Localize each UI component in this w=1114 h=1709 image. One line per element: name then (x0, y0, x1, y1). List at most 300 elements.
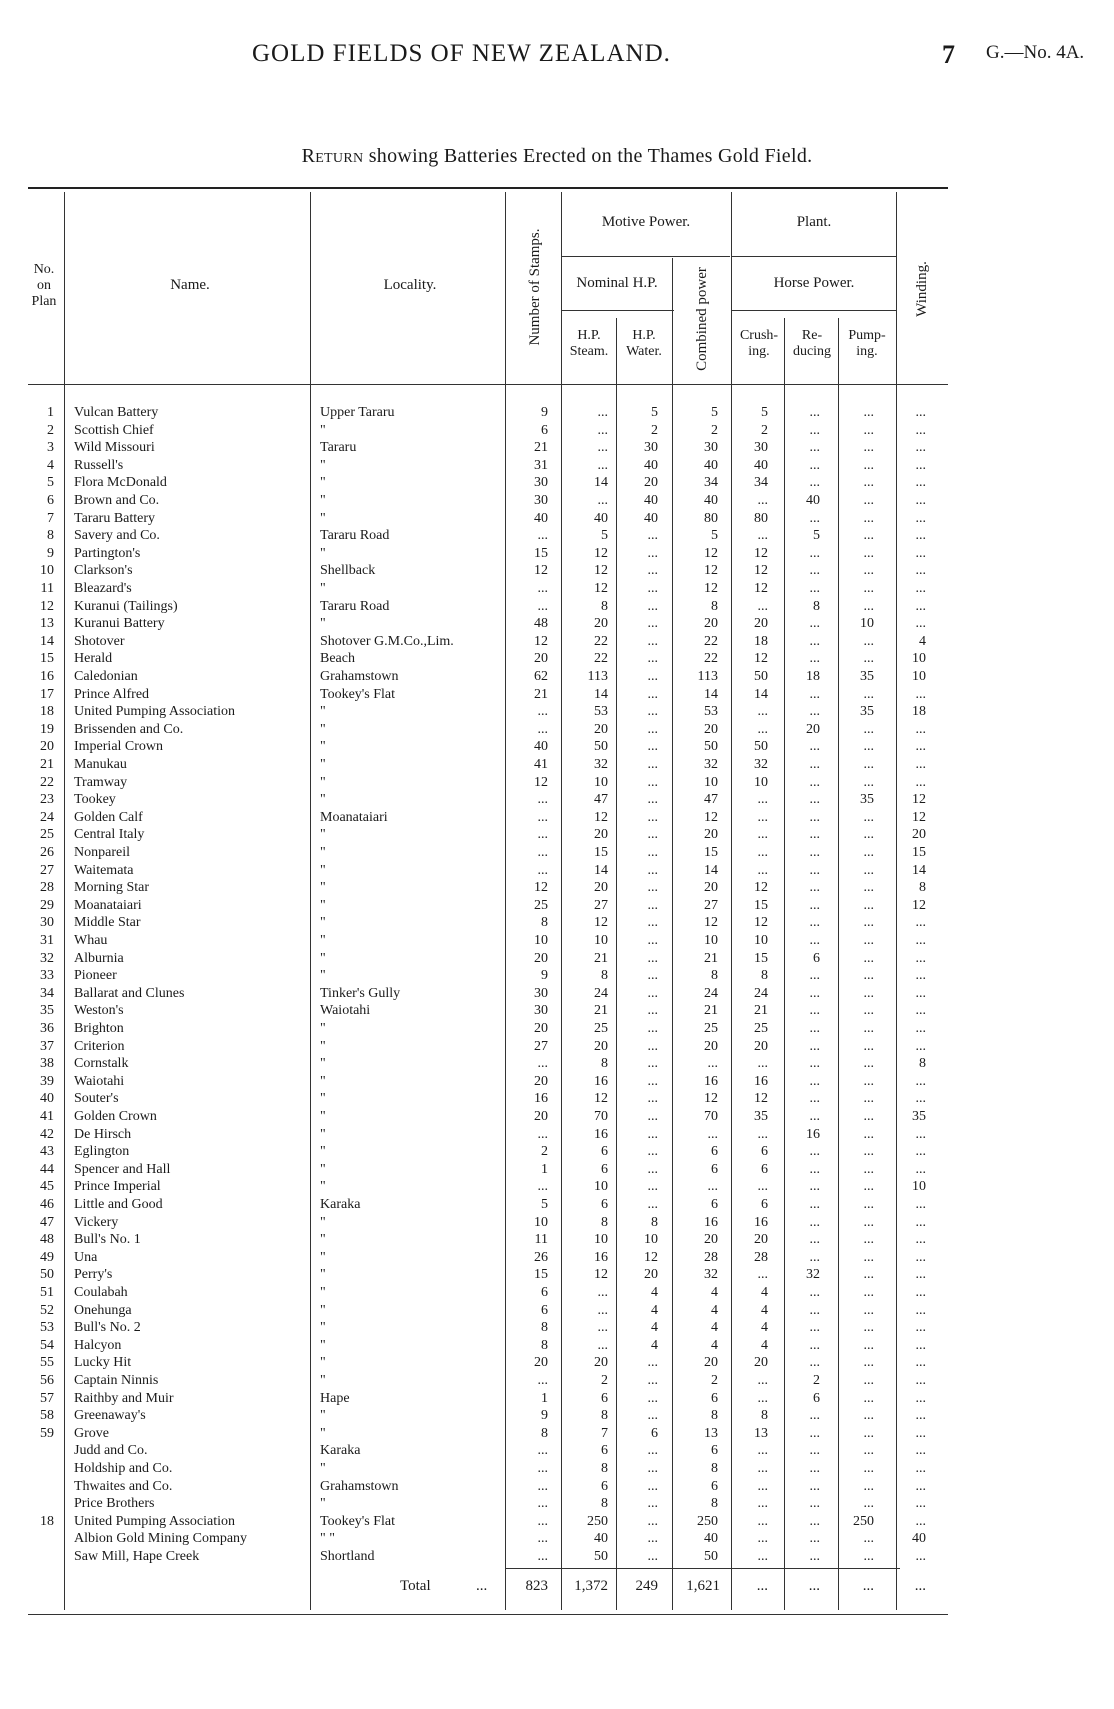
plan-number: 8 (47, 528, 54, 544)
winding: ... (915, 1390, 926, 1406)
locality: " (320, 1285, 326, 1300)
table-row (0, 1143, 1114, 1161)
hp-water: 10 (644, 1232, 658, 1248)
locality: " (320, 493, 326, 508)
plan-number: 46 (40, 1197, 54, 1212)
plan-number: 53 (40, 1320, 54, 1336)
locality: Beach (320, 651, 355, 667)
hp-steam: 10 (594, 1179, 608, 1195)
crushing: 2 (761, 422, 768, 438)
crushing: 10 (754, 933, 768, 948)
plan-number: 52 (40, 1302, 54, 1318)
hp-steam: 40 (594, 510, 608, 526)
stamps: ... (537, 1513, 548, 1529)
crushing: ... (757, 598, 768, 614)
combined-power: 10 (704, 933, 718, 948)
reducing: ... (809, 633, 820, 649)
stamps: 21 (534, 686, 548, 702)
stamps: 30 (534, 475, 548, 491)
winding: 12 (912, 792, 926, 808)
crushing: 30 (754, 440, 768, 456)
plan-number: 30 (40, 915, 54, 931)
crushing: 12 (754, 651, 768, 667)
winding: ... (915, 1073, 926, 1089)
reducing: ... (809, 686, 820, 702)
plan-number: 16 (40, 669, 54, 684)
table-row (0, 668, 1114, 686)
table-title-lead: Return (301, 145, 364, 167)
plan-number: 13 (40, 616, 54, 632)
combined-power: ... (707, 1056, 718, 1072)
plan-number: 5 (47, 475, 54, 491)
reducing: ... (809, 545, 820, 561)
hp-water: 4 (651, 1337, 658, 1353)
combined-power: 20 (704, 827, 718, 843)
pumping: ... (863, 757, 874, 772)
stamps: 30 (534, 493, 548, 508)
hp-steam: 12 (594, 563, 608, 579)
combined-power: 22 (704, 651, 718, 667)
stamps: ... (537, 1461, 548, 1476)
hp-steam: 12 (594, 1267, 608, 1283)
hp-steam: 50 (594, 1549, 608, 1564)
stamps: 8 (541, 1337, 548, 1353)
locality: " (320, 1373, 326, 1388)
table-row (0, 492, 1114, 510)
pumping: ... (863, 809, 874, 825)
crushing: 13 (754, 1425, 768, 1441)
pumping: ... (863, 1461, 874, 1476)
hp-water: ... (647, 1003, 658, 1019)
winding: 12 (912, 897, 926, 913)
locality: " (320, 1355, 326, 1371)
locality: Tinker's Gully (320, 985, 401, 1001)
hp-steam: 21 (594, 1003, 608, 1019)
stamps: ... (537, 1478, 548, 1494)
reducing: ... (809, 457, 820, 473)
table-row (0, 1372, 1114, 1390)
hp-steam: 6 (601, 1478, 608, 1494)
plan-number: 7 (47, 510, 54, 526)
hp-steam: 22 (594, 633, 608, 649)
reducing: ... (809, 1144, 820, 1160)
winding: ... (915, 1126, 926, 1142)
combined-power: 27 (704, 897, 718, 913)
stamps: 12 (534, 633, 548, 649)
plan-number: 47 (40, 1214, 54, 1230)
plan-number: 59 (40, 1425, 54, 1441)
winding: ... (915, 1355, 926, 1371)
locality: " (320, 739, 326, 755)
locality: " (320, 1109, 326, 1124)
pumping: ... (863, 510, 874, 526)
combined-power: 6 (711, 1197, 718, 1212)
hp-steam: 20 (594, 1038, 608, 1054)
plan-number: 51 (40, 1285, 54, 1300)
stamps: ... (537, 1496, 548, 1512)
pumping: ... (863, 1021, 874, 1036)
plan-number: 19 (40, 721, 54, 737)
table-row (0, 1073, 1114, 1091)
hp-steam: 113 (587, 669, 608, 684)
pumping: ... (863, 545, 874, 561)
reducing: ... (809, 1496, 820, 1512)
hp-steam: 12 (594, 545, 608, 561)
horse-rule (732, 310, 896, 311)
battery-name: Albion Gold Mining Company (74, 1531, 248, 1547)
locality: Waiotahi (320, 1003, 371, 1019)
plan-number: 35 (40, 1003, 54, 1019)
combined-power: 20 (704, 880, 718, 896)
winding: ... (915, 1337, 926, 1353)
hp-water: 30 (644, 440, 658, 456)
winding: ... (915, 457, 926, 473)
crushing: 40 (754, 457, 768, 473)
hp-steam: 53 (594, 704, 608, 720)
stamps: 21 (534, 440, 548, 456)
pumping: 10 (860, 616, 874, 632)
combined-power: 53 (704, 704, 718, 720)
stamps: 20 (534, 651, 548, 667)
pumping: ... (863, 1161, 874, 1177)
crushing: ... (757, 1056, 768, 1072)
hp-water: ... (647, 1549, 658, 1564)
battery-name: Ballarat and Clunes (74, 985, 185, 1001)
plan-number: 6 (47, 493, 54, 508)
hp-water: ... (647, 1179, 658, 1195)
pumping: ... (863, 739, 874, 755)
plan-number: 18 (40, 704, 54, 720)
stamps: ... (537, 1056, 548, 1072)
header-locality: Locality. (383, 277, 437, 293)
pumping: ... (863, 422, 874, 438)
hp-water: 12 (644, 1249, 658, 1265)
table-row (0, 598, 1114, 616)
hp-water: 40 (644, 510, 658, 526)
pumping: ... (863, 1531, 874, 1547)
combined-power: 12 (704, 563, 718, 579)
locality: " (320, 774, 326, 790)
hp-water: ... (647, 774, 658, 790)
crushing: 5 (761, 405, 768, 420)
table-row (0, 932, 1114, 950)
plan-number: 22 (40, 774, 54, 790)
pumping: ... (863, 774, 874, 790)
plan-number: 43 (40, 1144, 54, 1160)
plan-number: 21 (40, 757, 54, 772)
plan-number: 2 (47, 422, 54, 438)
total-winding: ... (914, 1578, 926, 1594)
reducing: ... (809, 1425, 820, 1441)
combined-power: 20 (704, 1232, 718, 1248)
winding: ... (915, 440, 926, 456)
combined-power: 40 (704, 493, 718, 508)
locality: " (320, 827, 326, 843)
plan-number: 24 (40, 809, 54, 825)
locality: " (320, 1337, 326, 1353)
hp-steam: 8 (601, 1408, 608, 1424)
reducing: ... (809, 792, 820, 808)
winding: 35 (912, 1109, 926, 1124)
hp-water: ... (647, 528, 658, 544)
pumping: ... (863, 1038, 874, 1054)
crushing: ... (757, 1126, 768, 1142)
winding: ... (915, 528, 926, 544)
battery-name: Savery and Co. (74, 528, 160, 544)
locality: " (320, 704, 326, 720)
table-row (0, 756, 1114, 774)
battery-name: United Pumping Association (74, 704, 235, 720)
pumping: ... (863, 1126, 874, 1142)
combined-power: 12 (704, 809, 718, 825)
combined-power: 25 (704, 1021, 718, 1036)
pumping: ... (863, 950, 874, 966)
reducing: ... (809, 1337, 820, 1353)
reducing: ... (809, 1531, 820, 1547)
battery-name: Souter's (74, 1091, 119, 1107)
hp-water: ... (647, 1056, 658, 1072)
table-row (0, 1108, 1114, 1126)
plan-number: 57 (40, 1390, 54, 1406)
table-row (0, 1319, 1114, 1337)
hp-steam: 8 (601, 968, 608, 984)
winding: ... (915, 1425, 926, 1441)
battery-name: Vulcan Battery (74, 405, 159, 420)
plan-number: 15 (40, 651, 54, 667)
stamps: 20 (534, 950, 548, 966)
stamps: 2 (541, 1144, 548, 1160)
header-motive: Motive Power. (601, 214, 691, 230)
reducing: ... (809, 739, 820, 755)
battery-name: Herald (74, 651, 113, 667)
reducing: 16 (806, 1126, 820, 1142)
winding: ... (915, 1021, 926, 1036)
locality: Tookey's Flat (320, 1513, 396, 1529)
plan-number: 32 (40, 950, 54, 966)
plan-number: 55 (40, 1355, 54, 1371)
stamps: ... (537, 581, 548, 596)
battery-name: Nonpareil (74, 845, 130, 860)
hp-steam: 21 (594, 950, 608, 966)
total-stamps: 823 (525, 1578, 548, 1594)
pumping: ... (863, 721, 874, 737)
stamps: 40 (534, 510, 548, 526)
combined-power: 5 (711, 528, 718, 544)
table-row (0, 985, 1114, 1003)
plan-number: 29 (40, 897, 54, 913)
combined-power: 34 (704, 475, 718, 491)
header-no: No. on Plan (31, 262, 57, 309)
winding: 8 (919, 880, 926, 896)
table-row (0, 404, 1114, 422)
locality: " (320, 475, 326, 491)
hp-water: ... (647, 669, 658, 684)
combined-power: 80 (704, 510, 718, 526)
combined-power: 12 (704, 1091, 718, 1107)
locality: Upper Tararu (320, 405, 395, 420)
pumping: ... (863, 1285, 874, 1300)
battery-name: Shotover (74, 633, 125, 649)
pumping: ... (863, 1144, 874, 1160)
stamps: 8 (541, 1425, 548, 1441)
winding: ... (915, 1003, 926, 1019)
crushing: ... (757, 1531, 768, 1547)
reducing: ... (809, 1478, 820, 1494)
locality: Shortland (320, 1549, 375, 1564)
crushing: 20 (754, 616, 768, 632)
locality: " (320, 880, 326, 896)
table-row (0, 967, 1114, 985)
winding: ... (915, 1091, 926, 1107)
stamps: 5 (541, 1197, 548, 1212)
winding: ... (915, 1038, 926, 1054)
crushing: 8 (761, 1408, 768, 1424)
plan-number: 14 (40, 633, 54, 649)
plan-number: 11 (40, 581, 54, 596)
total-reducing: ... (808, 1578, 820, 1594)
reducing: ... (809, 1302, 820, 1318)
crushing: 35 (754, 1109, 768, 1124)
pumping: ... (863, 985, 874, 1001)
hp-water: ... (647, 581, 658, 596)
locality: " (320, 721, 326, 737)
winding: ... (915, 950, 926, 966)
plant-rule (732, 256, 896, 257)
battery-name: Price Brothers (74, 1496, 155, 1512)
combined-power: 16 (704, 1214, 718, 1230)
combined-power: 6 (711, 1144, 718, 1160)
battery-name: Prince Imperial (74, 1179, 161, 1195)
combined-power: 4 (711, 1320, 718, 1336)
hp-water: ... (647, 704, 658, 720)
locality: Karaka (320, 1443, 361, 1459)
table-row (0, 1090, 1114, 1108)
hp-steam: ... (597, 405, 608, 420)
crushing: 4 (761, 1337, 768, 1353)
pumping: ... (863, 1390, 874, 1406)
plan-number: 9 (47, 545, 54, 561)
plan-number: 45 (40, 1179, 54, 1195)
winding: ... (915, 1267, 926, 1283)
plan-number: 25 (40, 827, 54, 843)
crushing: 10 (754, 774, 768, 790)
stamps: 6 (541, 1302, 548, 1318)
total-water: 249 (635, 1578, 658, 1594)
crushing: 32 (754, 757, 768, 772)
reducing: ... (809, 897, 820, 913)
locality: " (320, 968, 326, 984)
pumping: 35 (860, 792, 874, 808)
plan-number: 48 (40, 1232, 54, 1248)
battery-name: Bleazard's (74, 581, 132, 596)
battery-name: Kuranui (Tailings) (74, 598, 178, 614)
reducing: ... (809, 1056, 820, 1072)
stamps: 12 (534, 774, 548, 790)
table-row (0, 650, 1114, 668)
locality: " " (320, 1531, 335, 1547)
winding: ... (915, 1249, 926, 1265)
plan-number: 17 (40, 686, 54, 702)
locality: " (320, 862, 326, 878)
pumping: ... (863, 1091, 874, 1107)
reducing: ... (809, 880, 820, 896)
stamps: 12 (534, 880, 548, 896)
battery-name: Brissenden and Co. (74, 721, 184, 737)
reducing: ... (809, 862, 820, 878)
locality: Grahamstown (320, 669, 399, 684)
page-number: 7 (942, 40, 955, 69)
hp-steam: 250 (587, 1513, 608, 1529)
stamps: 9 (541, 968, 548, 984)
table-row (0, 1354, 1114, 1372)
winding: 10 (912, 669, 926, 684)
hp-water: ... (647, 721, 658, 737)
hp-water: ... (647, 792, 658, 808)
plan-number: 37 (40, 1038, 54, 1054)
battery-name: Weston's (74, 1003, 124, 1019)
reducing: ... (809, 704, 820, 720)
table-row (0, 879, 1114, 897)
stamps: 40 (534, 739, 548, 755)
crushing: 25 (754, 1021, 768, 1036)
pumping: ... (863, 457, 874, 473)
reducing: 8 (813, 598, 820, 614)
pumping: ... (863, 1197, 874, 1212)
hp-steam: 8 (601, 598, 608, 614)
stamps: 20 (534, 1355, 548, 1371)
hp-steam: 8 (601, 1461, 608, 1476)
battery-name: Grove (74, 1425, 109, 1441)
page-header (0, 40, 1114, 70)
combined-power: 21 (704, 1003, 718, 1019)
header-nominal: Nominal H.P. (576, 275, 658, 291)
locality: Tararu (320, 440, 357, 456)
battery-name: Bull's No. 1 (74, 1232, 141, 1248)
crushing: ... (757, 862, 768, 878)
stamps: 20 (534, 1109, 548, 1124)
locality: " (320, 845, 326, 860)
locality: " (320, 545, 326, 561)
reducing: ... (809, 510, 820, 526)
stamps: ... (537, 1179, 548, 1195)
crushing: ... (757, 1496, 768, 1512)
hp-water: ... (647, 933, 658, 948)
locality: " (320, 422, 326, 438)
locality: Tararu Road (320, 598, 390, 614)
winding: ... (915, 1478, 926, 1494)
table-row (0, 1266, 1114, 1284)
winding: 10 (912, 651, 926, 667)
hp-steam: ... (597, 1285, 608, 1300)
reducing: ... (809, 1179, 820, 1195)
winding: ... (915, 739, 926, 755)
table-row (0, 774, 1114, 792)
hp-water: ... (647, 616, 658, 632)
header-steam: H.P. Steam. (569, 328, 609, 359)
plan-number: 28 (40, 880, 54, 896)
combined-power: 6 (711, 1161, 718, 1177)
reducing: ... (809, 1214, 820, 1230)
crushing: 80 (754, 510, 768, 526)
header-reducing: Re-ducing (792, 328, 832, 359)
winding: 15 (912, 845, 926, 860)
pumping: 35 (860, 669, 874, 684)
battery-name: United Pumping Association (74, 1513, 235, 1529)
winding: ... (915, 915, 926, 931)
table-row (0, 1178, 1114, 1196)
hp-water: ... (647, 827, 658, 843)
hp-steam: 15 (594, 845, 608, 860)
